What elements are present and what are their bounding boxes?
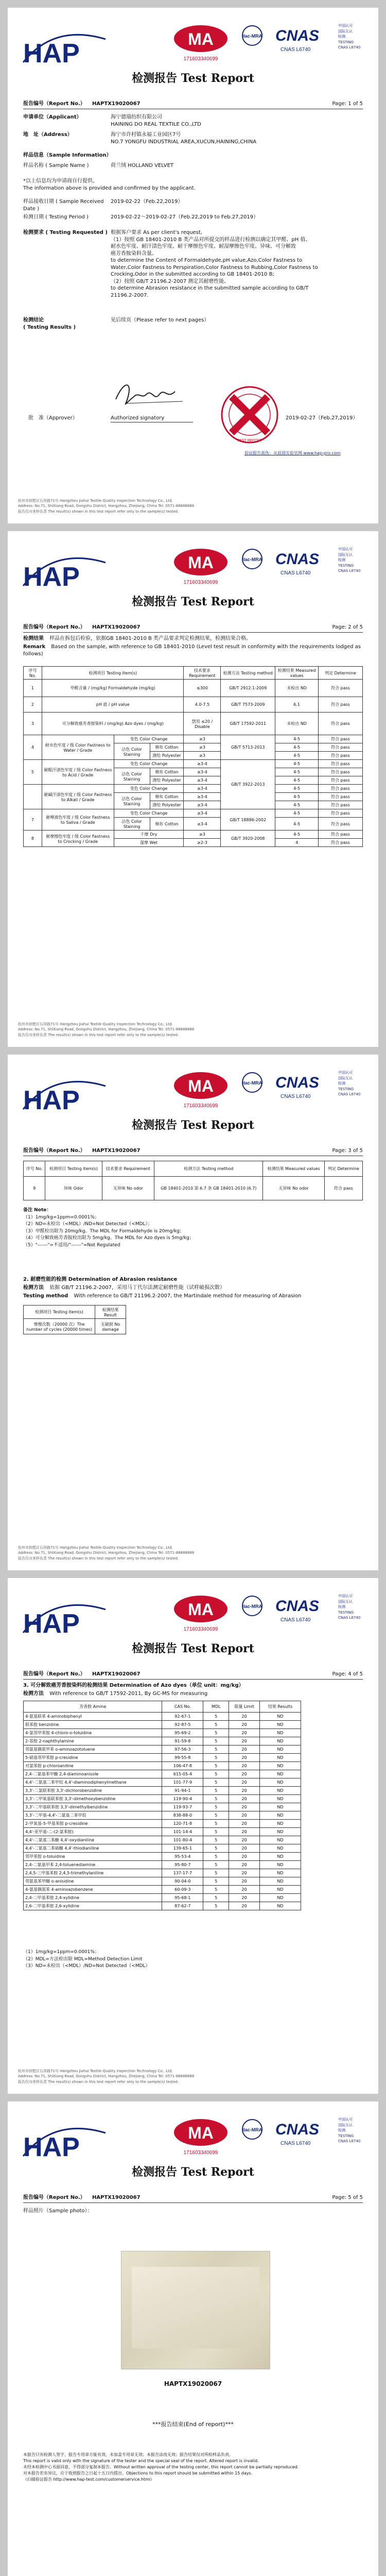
- svg-text:HAP: HAP: [23, 39, 80, 67]
- table-row: 3 可分解致癌芳香胺染料 / (mg/kg) Azo dyes / (mg/kg) 禁用 ≤20 / Disable GB/T 17592-2011 未检出 ND 符合 pass: [24, 713, 363, 735]
- table-row: 9 异味 Odor 无异味 No odor GB 18401-2010 第 6.7 条 GB 18401-2010 (6.7) 无异味 No odor 符合 pass: [24, 1177, 363, 1200]
- svg-text:ilac-MRA: ilac-MRA: [242, 2127, 262, 2132]
- table-row: 4,4'-二氨基二苯硫醚 4,4'-thiodianiline 139-65-1 5 20 ND: [24, 1844, 301, 1853]
- cnas-logo: [273, 2119, 329, 2150]
- table-header-row: 序号 No. 检测项目 Testing item(s) 技术要求 Requirement 检测方法 Testing method 检测结果 Measured values 判定 Determine: [24, 1161, 363, 1177]
- report-header: [8, 8, 378, 85]
- table-row: 1 甲醛含量 / (mg/kg) Formaldehyde (mg/kg) ≤300 GB/T 2912.1-2009 未检出 ND 符合 pass: [24, 680, 363, 697]
- conclusion: 见后续页（Please refer to next pages）: [111, 317, 209, 323]
- report-no-row: 报告编号（Report No.） HAPTX19020067 Page: 2 of 5: [23, 624, 363, 630]
- svg-text:CNAS L6740: CNAS L6740: [280, 1617, 311, 1623]
- received-date: 2019-02-22（Feb.22,2019）: [111, 199, 183, 205]
- svg-text:171603340699: 171603340699: [183, 1626, 218, 1632]
- report-no-row: 报告编号（Report No.） HAPTX19020067 Page: 4 of 5: [23, 1671, 363, 1677]
- table-row: 2,4,5-三甲基苯胺 2,4,5-trimethylaniline 137-17-7 5 20 ND: [24, 1869, 301, 1877]
- ma-logo: [172, 547, 229, 588]
- results-table: [23, 666, 363, 847]
- table-row: 2,6-二甲基苯胺 2,6-xylidine 87-62-7 5 20 ND: [24, 1902, 301, 1910]
- page-number: Page: 4 of 5: [332, 1671, 363, 1677]
- svg-text:TEST REPORT: TEST REPORT: [237, 439, 262, 443]
- svg-text:HAP: HAP: [23, 1086, 80, 1114]
- report-header: [8, 1578, 378, 1655]
- page-number: Page: 5 of 5: [332, 2195, 363, 2200]
- table-row: 3,3'-二甲基-4,4'-二氨基二苯甲烷 838-88-0 5 20 ND: [24, 1811, 301, 1820]
- report-no: HAPTX19020067: [92, 101, 141, 107]
- report-no-row: 报告编号（Report No.） HAPTX19020067 Page: 5 of 5: [23, 2195, 363, 2200]
- svg-text:171603340699: 171603340699: [183, 580, 218, 585]
- table-row: 3,3'-二氯联苯胺 3,3'-dichlorobenzidine 91-94-1 5 20 ND: [24, 1787, 301, 1795]
- section-2-method: 检测方法 依据 GB/T 21196.2-2007，采用马丁代尔法测定耐磨性能（试样破损次数）: [23, 1285, 225, 1291]
- table-row: 3,3'-二甲基联苯胺 3,3'-dimethylbenzidine 119-93-7 5 20 ND: [24, 1803, 301, 1811]
- page-footer: 杭州市拱墅区石祥路71号 Hangzhou Jiahui Textile Quality Inspection Technology Co., Ltd. Address: No.71, ShiXiang Road, Gongshu District, Hangzhou, Zhejiang, China Tel: 0571-88888888 报告仅对来样负责 The result(s) shown in this test report refer only to the sample(s) tested.: [18, 498, 195, 514]
- section-3-title: 3. 可分解致癌芳香胺染料的检测结果 Determination of Azo dyes（单位 unit：mg/kg）: [23, 1683, 244, 1688]
- testing-period: 2019-02-22～2019-02-27（Feb.22,2019 to Feb.27,2019）: [111, 214, 259, 220]
- svg-text:MA: MA: [188, 1077, 214, 1095]
- address-en: NO.7 YONGFU INDUSTRIAL AREA,XUCUN,HAINING,CHINA: [111, 139, 257, 145]
- report-page-3: [8, 1055, 378, 1570]
- svg-text:171603340699: 171603340699: [183, 1103, 218, 1109]
- address-row: 地 址（Address）: [23, 132, 73, 138]
- cnas-logo: [273, 25, 329, 56]
- svg-text:171603340699: 171603340699: [183, 56, 218, 62]
- hap-logo: [18, 26, 111, 67]
- svg-text:MA: MA: [188, 553, 214, 572]
- section-2-title: 2. 耐磨性能的检测 Determination of Abrasion resistance: [23, 1277, 178, 1282]
- remark: Remark Based on the sample, with reference to GB 18401-2010 (Level test result in conformity with the requirements lodged as follows): [23, 644, 361, 657]
- sample-name-label: 样品名称 ( Sample Name ): [23, 163, 89, 168]
- notes: （1）1mg/kg=1ppm=0.0001%； （2）MDL=方法检出限 MDL=Method Detection Limit （3）ND=未检出（<MDL）/ND=Not Detected（<MDL）: [23, 1950, 150, 1969]
- ilac-logo: [237, 1071, 268, 1097]
- sample-info-heading: 样品信息（Sample Information）: [23, 152, 112, 158]
- bilateral-mark: 中国认可 国际互认 检测 TESTING CNAS L6740: [338, 1594, 361, 1620]
- results-summary: 检测结果 样品在拆包后检验，依据GB 18401-2010 B 类产品要求判定检测结果，检测结果合格。: [23, 636, 252, 641]
- table-row: 4-氨基联苯 4-aminobiphenyl 92-67-1 5 20 ND: [24, 1713, 301, 1721]
- ilac-logo: [237, 548, 268, 573]
- cnas-logo: [273, 1072, 329, 1103]
- table-row: 涤纶 Polyester ≥3 4-5 符合 pass: [24, 752, 363, 760]
- svg-text:CNAS: CNAS: [275, 1074, 320, 1091]
- received-label: 样品接收日期 ( Sample Received Date ): [23, 199, 104, 212]
- azo-table: [23, 1701, 301, 1910]
- applicant-en: HAINING DO REAL TEXTILE CO.,LTD: [111, 121, 201, 127]
- odor-table: [23, 1161, 363, 1200]
- table-row: 2,4-二氨基苯甲醚 2,4-diaminoanisole 615-05-4 5 20 ND: [24, 1770, 301, 1778]
- table-row: 沾色 Color Staining 棉布 Cotton ≥3-4 4-5 符合 pass: [24, 818, 363, 831]
- page-footer: 杭州市拱墅区石祥路71号 Hangzhou Jiahui Textile Quality Inspection Technology Co., Ltd. Address: No.71, ShiXiang Road, Gongshu District, Hangzhou, Zhejiang, China Tel: 0571-88888888 报告仅对来样负责 The result(s) shown in this test report refer only to the sample(s) tested.: [18, 2069, 195, 2084]
- report-title: 检测报告 Test Report: [132, 1118, 254, 1132]
- report-no: HAPTX19020067: [92, 1671, 141, 1677]
- bilateral-mark: 中国认可 国际互认 检测 TESTING CNAS L6740: [338, 547, 361, 573]
- section-2-method-en: Testing method With reference to GB/T 21196.2-2007, the Martindale method for measuring of Abrasion: [23, 1293, 302, 1299]
- table-row: 2 pH 值 / pH value 4.0-7.5 GB/T 7573-2009 6.1 符合 pass: [24, 697, 363, 713]
- table-row: 2-萘胺 2-naphthylamine 91-59-8 5 20 ND: [24, 1737, 301, 1745]
- ilac-logo: [237, 24, 268, 50]
- ilac-logo: [237, 2118, 268, 2144]
- report-title: 检测报告 Test Report: [132, 1642, 254, 1655]
- svg-text:CNAS: CNAS: [275, 551, 320, 568]
- note-cn: *以上信息均为申请商自行提供。: [23, 178, 98, 184]
- report-header: [8, 1055, 378, 1132]
- table-row: 涤纶 Polyester ≥3-4 4-5 符合 pass: [24, 776, 363, 785]
- table-header-row: 序号 No. 检测项目 Testing item(s) 技术要求 Requirement 检测方法 Testing method 检测结果 Measured values 判定 Determine: [24, 667, 363, 680]
- table-row: 2-甲氧基-5-甲基苯胺 p-cresidine 120-71-8 5 20 ND: [24, 1820, 301, 1828]
- table-row: 2,4-二氨基甲苯 2,4-toluenediamine 95-80-7 5 20 ND: [24, 1861, 301, 1869]
- address-cn: 海宁市许村镇永福工业园区7号: [111, 132, 181, 138]
- report-no-row: 报告编号（Report No.） HAPTX19020067 Page: 1 of 5: [23, 101, 363, 107]
- authorized-signatory: Authorized signatory: [111, 415, 193, 422]
- svg-text:CNAS L6740: CNAS L6740: [280, 47, 311, 53]
- verify-link[interactable]: 验证报告真伪：从底部实验官网 www.hap-pro.com: [244, 451, 341, 455]
- table-row: 5 耐酸汗渍色牢度 / 级 Color Fastness to Acid / Grade 变色 Color Change ≥3-4 GB/T 3922-2013 4-5 符合 pass: [24, 760, 363, 768]
- table-row: 2,4-二甲基苯胺 2,4-xylidine 95-68-1 5 20 ND: [24, 1894, 301, 1902]
- table-row: 沾色 Color Staining 棉布 Cotton ≥3-4 4-5 符合 pass: [24, 793, 363, 801]
- report-header: [8, 531, 378, 608]
- svg-text:MA: MA: [188, 2124, 214, 2142]
- notes: 备注 Note： （1）1mg/kg=1ppm=0.0001%； （2）ND=未检出（<MDL）/ND=Not Detected（<MDL）； （3）甲醛检出限为 20mg/kg。The MDL for Formaldehyde is 20mg/kg； （4）可分解致癌芳香胺检出限为 5mg/kg。The MDL for Azo dyes is 5mg/kg； （5）"------"=不适用/"------"=Not Regulated: [23, 1208, 194, 1248]
- table-row: 8 耐摩擦色牢度 / 级 Color Fastness to Crocking / Grade 干摩 Dry ≥3 GB/T 3920-2008 4-5 符合 pass: [24, 831, 363, 839]
- testing-requested: 根据客户要求 As per client's request, （1）按照 GB 18401-2010 B 类产品对所提交的样品进行检测以确定其甲醛、pH 值、 耐水色牢度、耐汗渍色牢度、耐干摩擦色牢度、耐湿摩擦色牢度、异味、可分解致 癌芳香胺染料含量。 to determine the Content of Formaldehyde,pH value,Azo,Color Fastness to Water,Color Fastness to Perspiration,Color Fastness to Rubbing,Color Fastness to Crocking,Odor in the submitted according to GB 18401-2010 B; （2）按照 GB/T 21196.2-2007 测定其耐磨性能。 to determine Abrasion resistance in the submitted sample according to GB/T 21196.2-2007.: [111, 230, 318, 298]
- table-row: 联苯胺 benzidine 92-87-5 5 20 ND: [24, 1721, 301, 1729]
- table-row: 5-硝基邻甲苯胺 p-cresidine 99-55-8 5 20 ND: [24, 1754, 301, 1762]
- ma-logo: [172, 1594, 229, 1635]
- report-page-2: [8, 531, 378, 1047]
- table-row: 4-氯邻甲苯胺 4-chloro-o-toluidine 95-69-2 5 20 ND: [24, 1729, 301, 1737]
- hap-logo: [18, 1073, 111, 1114]
- report-page-1: [8, 8, 378, 523]
- end-of-report: ***报告结束(End of report)***: [152, 2421, 234, 2428]
- sample-name: 荷兰绒 HOLLAND VELVET: [111, 163, 174, 168]
- table-row: 邻氨基苯甲醚 o-anisidine 90-04-0 5 20 ND: [24, 1877, 301, 1886]
- table-row: 7 耐唾液色牢度 / 级 Color Fastness to Saliva / Grade 变色 Color Change ≥3-4 GB/T 18886-2002 4-5 符合 pass: [24, 809, 363, 818]
- svg-text:ilac-MRA: ilac-MRA: [242, 33, 262, 39]
- hap-logo: [18, 550, 111, 591]
- note-en: The information above is provided and confirmed by the applicant.: [23, 185, 196, 191]
- photo-label: 样品照片（Sample photo）：: [23, 2208, 93, 2214]
- report-page-4: [8, 1578, 378, 2094]
- table-row: 沾色 Color Staining 棉布 Cotton ≥3 4-5 符合 pass: [24, 743, 363, 752]
- abrasion-table: [23, 1305, 126, 1334]
- svg-text:CNAS L6740: CNAS L6740: [280, 2141, 311, 2146]
- page-number: Page: 3 of 5: [332, 1148, 363, 1154]
- period-label: 检测日期 ( Testing Period ): [23, 214, 89, 220]
- page-number: Page: 2 of 5: [332, 624, 363, 630]
- table-row: 4 耐水色牢度 / 级 Color Fastness to Water / Grade 变色 Color Change ≥3 GB/T 5713-2013 4-5 符合 pass: [24, 735, 363, 743]
- page-footer: 杭州市拱墅区石祥路71号 Hangzhou Jiahui Textile Quality Inspection Technology Co., Ltd. Address: No.71, ShiXiang Road, Gongshu District, Hangzhou, Zhejiang, China Tel: 0571-88888888 报告仅对来样负责 The result(s) shown in this test report refer only to the sample(s) tested.: [18, 1022, 195, 1037]
- applicant-cn: 海宁德瑞纺织有限公司: [111, 114, 162, 120]
- table-header-row: 检测项目 Testing item(s) 检测结果 Result: [24, 1306, 126, 1319]
- ma-logo: [172, 1070, 229, 1111]
- table-row: 4,4'-二氨基二苯甲烷 4,4'-diaminodiphenylmethane 101-77-9 5 20 ND: [24, 1778, 301, 1787]
- svg-text:CNAS: CNAS: [275, 2121, 320, 2138]
- svg-text:ilac-MRA: ilac-MRA: [242, 1604, 262, 1609]
- ma-logo: [172, 23, 229, 64]
- page-number: Page: 1 of 5: [332, 101, 363, 107]
- report-page-5: [8, 2102, 378, 2576]
- table-row: 4,4'-二氨基二苯醚 4,4'-oxydianiline 101-80-4 5 20 ND: [24, 1836, 301, 1844]
- hap-logo: [18, 2120, 111, 2161]
- report-title: 检测报告 Test Report: [132, 2165, 254, 2179]
- ma-logo: [172, 2117, 229, 2158]
- report-no-row: 报告编号（Report No.） HAPTX19020067 Page: 3 of 5: [23, 1148, 363, 1154]
- report-header: [8, 2102, 378, 2179]
- report-no: HAPTX19020067: [92, 2195, 141, 2200]
- svg-text:CNAS L6740: CNAS L6740: [280, 570, 311, 576]
- section-3-method: 检测方法 With reference to GB/T 17592-2011, By GC-MS for measuring: [23, 1691, 208, 1697]
- table-row: 摩擦次数（20000 次）The number of cycles (20000 times) 无破损 No damage: [24, 1319, 126, 1334]
- table-row: 耐碱汗渍色牢度 / 级 Color Fastness to Alkali / Grade 变色 Color Change ≥3-4 4-5 符合 pass: [24, 785, 363, 793]
- requested-label: 检测要求 ( Testing Requested ): [23, 230, 108, 235]
- svg-text:HAP: HAP: [23, 1609, 80, 1638]
- svg-text:171603340699: 171603340699: [183, 2150, 218, 2156]
- test-report-stamp: [219, 384, 280, 446]
- table-row: 邻甲苯胺 o-toluidine 95-53-4 5 20 ND: [24, 1853, 301, 1861]
- table-row: 对氯苯胺 p-chloroaniline 106-47-8 5 20 ND: [24, 1762, 301, 1770]
- bilateral-mark: 中国认可 国际互认 检测 TESTING CNAS L6740: [338, 24, 361, 49]
- report-date: 2019-02-27（Feb.27,2019）: [286, 415, 358, 421]
- bilateral-mark: 中国认可 国际互认 检测 TESTING CNAS L6740: [338, 2117, 361, 2143]
- conclusion-label: 检测结论 ( Testing Results ): [23, 317, 76, 330]
- svg-text:MA: MA: [188, 1600, 214, 1619]
- table-row: 湿摩 Wet ≥2-3 4 符合 pass: [24, 839, 363, 847]
- ilac-logo: [237, 1595, 268, 1620]
- table-header-row: 芳香胺 Amine CAS No. MDL 限量 Limit 结果 Results: [24, 1701, 301, 1713]
- table-row: 涤纶 Polyester ≥3-4 4-5 符合 pass: [24, 801, 363, 809]
- svg-text:HAP: HAP: [23, 562, 80, 591]
- photo-caption: HAPTX19020067: [164, 2380, 222, 2387]
- bilateral-mark: 中国认可 国际互认 检测 TESTING CNAS L6740: [338, 1071, 361, 1096]
- table-row: 4,4'-亚甲基-二-(2-氯苯胺) 101-14-4 5 20 ND: [24, 1828, 301, 1836]
- table-row: 邻氨基偶氮甲苯 o-aminoazotoluene 97-56-3 5 20 ND: [24, 1745, 301, 1754]
- svg-text:HAP: HAP: [23, 2132, 80, 2161]
- svg-text:CNAS: CNAS: [275, 27, 320, 44]
- table-row: 沾色 Color Staining 棉布 Cotton ≥3-4 4-5 符合 pass: [24, 768, 363, 776]
- sample-photo: [121, 2251, 270, 2369]
- disclaimer: 本报告只有检测人签字、报告专用章方能有效，未加盖专用章无效；本报告涂改无效；报告结果仅对所检样品负责。 This report is valid only with the signature of the tester and the special seal of the report. Altered report is invalid. 未经本检测中心书面同意，不得部分复制本报告。Without written approval of the testing center, this report cannot be partially reproduced. 对本报告若有异议，应于收到报告之日起十五日内提出。Objections to this report should be submitted within 15 days. （扫描验证报告 http://www.hap-test.com/customerservice.html）: [23, 2452, 299, 2482]
- svg-text:MA: MA: [188, 30, 214, 48]
- svg-text:ilac-MRA: ilac-MRA: [242, 557, 262, 562]
- report-title: 检测报告 Test Report: [132, 72, 254, 85]
- table-row: 3,3'-二甲氧基联苯胺 3,3'-dimethoxybenzidine 119-90-4 5 20 ND: [24, 1795, 301, 1803]
- approver-label: 批 准（Approver）: [28, 415, 78, 421]
- svg-text:CNAS L6740: CNAS L6740: [280, 1094, 311, 1099]
- cnas-logo: [273, 549, 329, 580]
- svg-text:CNAS: CNAS: [275, 1598, 320, 1615]
- cnas-logo: [273, 1596, 329, 1626]
- hap-logo: [18, 1597, 111, 1638]
- svg-text:ilac-MRA: ilac-MRA: [242, 1080, 262, 1086]
- report-no: HAPTX19020067: [92, 624, 141, 630]
- applicant-row: 申请单位（Applicant）: [23, 114, 82, 120]
- report-no: HAPTX19020067: [92, 1148, 141, 1154]
- signature-image: [111, 379, 193, 410]
- table-row: 4-氨基偶氮苯 4-aminoazobenzene 60-09-3 5 20 ND: [24, 1886, 301, 1894]
- report-title: 检测报告 Test Report: [132, 595, 254, 608]
- page-footer: 杭州市拱墅区石祥路71号 Hangzhou Jiahui Textile Quality Inspection Technology Co., Ltd. Address: No.71, ShiXiang Road, Gongshu District, Hangzhou, Zhejiang, China Tel: 0571-88888888 报告仅对来样负责 The result(s) shown in this test report refer only to the sample(s) tested.: [18, 1545, 195, 1561]
